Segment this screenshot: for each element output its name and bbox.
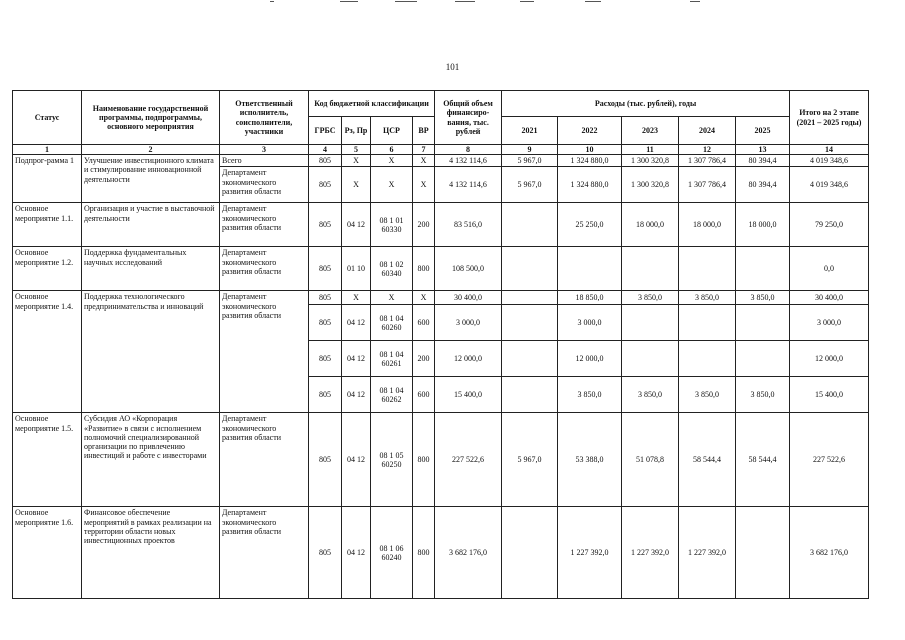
cell-vr: 600 xyxy=(413,377,435,413)
row-executor: Департамент экономического развития области xyxy=(220,167,309,203)
col-expenses-header: Расходы (тыс. рублей), годы xyxy=(502,91,790,117)
cell-total: 4 132 114,6 xyxy=(435,155,502,167)
column-index: 7 xyxy=(413,145,435,155)
cell-2022 xyxy=(558,247,622,291)
scan-mark xyxy=(585,1,601,2)
cell-total: 15 400,0 xyxy=(435,377,502,413)
cell-2023: 1 300 320,8 xyxy=(622,167,679,203)
cell-2021 xyxy=(502,341,558,377)
row-name: Финансовое обеспечение мероприятий в рамках реализации на территории области новых инвестиционных проектов xyxy=(82,507,220,599)
cell-2022: 1 227 392,0 xyxy=(558,507,622,599)
cell-2022: 1 324 880,0 xyxy=(558,167,622,203)
col-grbs-header: ГРБС xyxy=(309,117,342,145)
cell-rzpr: X xyxy=(342,155,371,167)
cell-2023: 51 078,8 xyxy=(622,413,679,507)
column-index: 2 xyxy=(82,145,220,155)
cell-csr: 08 1 04 60262 xyxy=(371,377,413,413)
cell-rzpr: 04 12 xyxy=(342,341,371,377)
row-name: Поддержка фундаментальных научных исследований xyxy=(82,247,220,291)
cell-2025 xyxy=(736,305,790,341)
cell-2021 xyxy=(502,305,558,341)
row-executor: Всего xyxy=(220,155,309,167)
col-year-header: 2024 xyxy=(679,117,736,145)
measure-1-1-row xyxy=(13,203,869,247)
cell-2022: 1 324 880,0 xyxy=(558,155,622,167)
cell-stage: 4 019 348,6 xyxy=(790,167,869,203)
cell-csr: X xyxy=(371,167,413,203)
cell-grbs: 805 xyxy=(309,167,342,203)
cell-csr: 08 1 01 60330 xyxy=(371,203,413,247)
col-rzpr-header: Рз, Пр xyxy=(342,117,371,145)
cell-2025: 80 394,4 xyxy=(736,167,790,203)
cell-grbs: 805 xyxy=(309,291,342,305)
column-index: 13 xyxy=(736,145,790,155)
cell-total: 227 522,6 xyxy=(435,413,502,507)
col-budget-code-header: Код бюджетной классификации xyxy=(309,91,435,117)
scan-mark xyxy=(270,1,274,2)
cell-total: 12 000,0 xyxy=(435,341,502,377)
measure-1-5-row xyxy=(13,413,869,507)
cell-vr: 800 xyxy=(413,247,435,291)
cell-total: 108 500,0 xyxy=(435,247,502,291)
row-executor: Департамент экономического развития области xyxy=(220,413,309,507)
cell-csr: 08 1 04 60261 xyxy=(371,341,413,377)
cell-2024: 1 227 392,0 xyxy=(679,507,736,599)
cell-vr: 600 xyxy=(413,305,435,341)
cell-vr: 800 xyxy=(413,507,435,599)
col-year-header: 2023 xyxy=(622,117,679,145)
row-executor: Департамент экономического развития области xyxy=(220,291,309,413)
cell-2021: 5 967,0 xyxy=(502,413,558,507)
measure-1-6-row xyxy=(13,507,869,599)
col-year-header: 2022 xyxy=(558,117,622,145)
row-name: Улучшение инвестиционного климата и стимулирование инновационной деятельности xyxy=(82,155,220,203)
column-index: 5 xyxy=(342,145,371,155)
cell-2025: 18 000,0 xyxy=(736,203,790,247)
cell-stage: 30 400,0 xyxy=(790,291,869,305)
col-executor-header: Ответственный исполнитель, соисполнители, участники xyxy=(220,91,309,145)
cell-total: 83 516,0 xyxy=(435,203,502,247)
cell-csr: X xyxy=(371,155,413,167)
row-status: Основное мероприятие 1.1. xyxy=(13,203,82,247)
cell-total: 30 400,0 xyxy=(435,291,502,305)
cell-2021: 5 967,0 xyxy=(502,167,558,203)
cell-grbs: 805 xyxy=(309,377,342,413)
scan-mark xyxy=(455,1,475,2)
cell-stage: 12 000,0 xyxy=(790,341,869,377)
cell-2025: 80 394,4 xyxy=(736,155,790,167)
column-index: 1 xyxy=(13,145,82,155)
row-status: Подпрог-рамма 1 xyxy=(13,155,82,203)
col-year-header: 2025 xyxy=(736,117,790,145)
column-index: 6 xyxy=(371,145,413,155)
column-index: 12 xyxy=(679,145,736,155)
row-status: Основное мероприятие 1.4. xyxy=(13,291,82,413)
cell-rzpr: X xyxy=(342,167,371,203)
cell-2023: 3 850,0 xyxy=(622,377,679,413)
column-index: 9 xyxy=(502,145,558,155)
cell-2025: 3 850,0 xyxy=(736,377,790,413)
row-executor: Департамент экономического развития области xyxy=(220,203,309,247)
cell-csr: 08 1 05 60250 xyxy=(371,413,413,507)
column-index-row xyxy=(13,145,869,155)
row-status: Основное мероприятие 1.2. xyxy=(13,247,82,291)
cell-2022: 25 250,0 xyxy=(558,203,622,247)
cell-2023: 1 300 320,8 xyxy=(622,155,679,167)
cell-csr: 08 1 06 60240 xyxy=(371,507,413,599)
row-name: Организация и участие в выставочной деятельности xyxy=(82,203,220,247)
cell-vr: X xyxy=(413,155,435,167)
cell-grbs: 805 xyxy=(309,155,342,167)
cell-stage: 15 400,0 xyxy=(790,377,869,413)
row-name: Субсидия АО «Корпорация «Развитие» в связи с исполнением полномочий специализированной организации по привлечению инвестиций и работе с инвесторами xyxy=(82,413,220,507)
column-index: 14 xyxy=(790,145,869,155)
column-index: 11 xyxy=(622,145,679,155)
col-vr-header: ВР xyxy=(413,117,435,145)
cell-2023: 18 000,0 xyxy=(622,203,679,247)
cell-total: 3 682 176,0 xyxy=(435,507,502,599)
cell-2024 xyxy=(679,305,736,341)
cell-total: 3 000,0 xyxy=(435,305,502,341)
measure-1-4-row xyxy=(13,291,869,305)
cell-2023 xyxy=(622,305,679,341)
cell-grbs: 805 xyxy=(309,203,342,247)
cell-2021: 5 967,0 xyxy=(502,155,558,167)
cell-vr: 200 xyxy=(413,203,435,247)
cell-2021 xyxy=(502,377,558,413)
row-status: Основное мероприятие 1.6. xyxy=(13,507,82,599)
row-executor: Департамент экономического развития области xyxy=(220,507,309,599)
cell-rzpr: 01 10 xyxy=(342,247,371,291)
cell-2025: 3 850,0 xyxy=(736,291,790,305)
scan-mark xyxy=(520,1,534,2)
cell-2024: 3 850,0 xyxy=(679,377,736,413)
cell-rzpr: X xyxy=(342,291,371,305)
cell-2024: 1 307 786,4 xyxy=(679,167,736,203)
cell-stage: 3 000,0 xyxy=(790,305,869,341)
row-name: Поддержка технологического предпринимательства и инноваций xyxy=(82,291,220,413)
cell-total: 4 132 114,6 xyxy=(435,167,502,203)
cell-rzpr: 04 12 xyxy=(342,203,371,247)
cell-2023 xyxy=(622,247,679,291)
column-index: 4 xyxy=(309,145,342,155)
cell-2021 xyxy=(502,291,558,305)
cell-grbs: 805 xyxy=(309,341,342,377)
cell-2024: 18 000,0 xyxy=(679,203,736,247)
cell-2024 xyxy=(679,247,736,291)
cell-vr: 800 xyxy=(413,413,435,507)
cell-2022: 3 000,0 xyxy=(558,305,622,341)
cell-stage: 79 250,0 xyxy=(790,203,869,247)
cell-2022: 53 388,0 xyxy=(558,413,622,507)
cell-grbs: 805 xyxy=(309,247,342,291)
cell-vr: X xyxy=(413,167,435,203)
cell-2022: 3 850,0 xyxy=(558,377,622,413)
cell-2025 xyxy=(736,247,790,291)
cell-2024: 1 307 786,4 xyxy=(679,155,736,167)
cell-2024: 58 544,4 xyxy=(679,413,736,507)
header-row-1 xyxy=(13,91,869,117)
cell-grbs: 805 xyxy=(309,507,342,599)
cell-2024 xyxy=(679,341,736,377)
cell-stage: 227 522,6 xyxy=(790,413,869,507)
col-csr-header: ЦСР xyxy=(371,117,413,145)
cell-csr: 08 1 02 60340 xyxy=(371,247,413,291)
column-index: 8 xyxy=(435,145,502,155)
cell-2021 xyxy=(502,203,558,247)
cell-stage: 4 019 348,6 xyxy=(790,155,869,167)
subprogram-total-row xyxy=(13,155,869,167)
cell-rzpr: 04 12 xyxy=(342,305,371,341)
col-status-header: Статус xyxy=(13,91,82,145)
cell-rzpr: 04 12 xyxy=(342,377,371,413)
column-index: 3 xyxy=(220,145,309,155)
cell-2022: 18 850,0 xyxy=(558,291,622,305)
cell-stage: 3 682 176,0 xyxy=(790,507,869,599)
cell-2022: 12 000,0 xyxy=(558,341,622,377)
scan-mark xyxy=(395,1,417,2)
cell-csr: 08 1 04 60260 xyxy=(371,305,413,341)
cell-2025 xyxy=(736,341,790,377)
scan-mark xyxy=(690,1,700,2)
cell-2023: 3 850,0 xyxy=(622,291,679,305)
measure-1-2-row xyxy=(13,247,869,291)
column-index: 10 xyxy=(558,145,622,155)
cell-rzpr: 04 12 xyxy=(342,507,371,599)
budget-table xyxy=(12,90,869,599)
cell-2023 xyxy=(622,341,679,377)
cell-vr: 200 xyxy=(413,341,435,377)
cell-rzpr: 04 12 xyxy=(342,413,371,507)
cell-2024: 3 850,0 xyxy=(679,291,736,305)
scan-mark xyxy=(340,1,358,2)
cell-vr: X xyxy=(413,291,435,305)
col-total-header: Общий объем финансиро-вания, тыс. рублей xyxy=(435,91,502,145)
row-executor: Департамент экономического развития области xyxy=(220,247,309,291)
cell-2023: 1 227 392,0 xyxy=(622,507,679,599)
col-stage-header: Итого на 2 этапе (2021 – 2025 годы) xyxy=(790,91,869,145)
col-year-header: 2021 xyxy=(502,117,558,145)
cell-grbs: 805 xyxy=(309,413,342,507)
row-status: Основное мероприятие 1.5. xyxy=(13,413,82,507)
page-number: 101 xyxy=(445,62,460,72)
cell-2021 xyxy=(502,247,558,291)
cell-grbs: 805 xyxy=(309,305,342,341)
cell-csr: X xyxy=(371,291,413,305)
cell-2025 xyxy=(736,507,790,599)
cell-2025: 58 544,4 xyxy=(736,413,790,507)
col-name-header: Наименование государственной программы, подпрограммы, основного мероприятия xyxy=(82,91,220,145)
cell-stage: 0,0 xyxy=(790,247,869,291)
cell-2021 xyxy=(502,507,558,599)
